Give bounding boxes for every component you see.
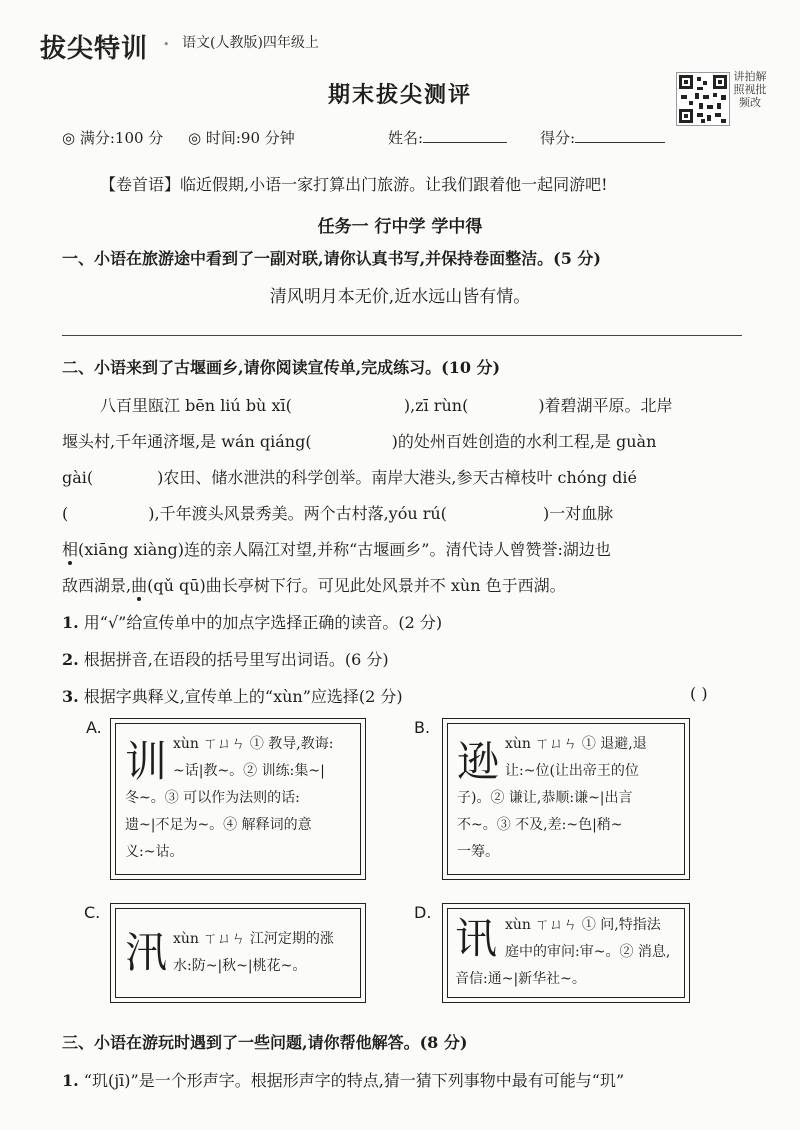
page-title: 期末拔尖测评 (327, 82, 472, 108)
passage-text: )一对血脉 (542, 504, 614, 523)
name-blank[interactable] (423, 128, 507, 143)
brand-logo: 拔尖特训 (40, 34, 149, 64)
passage-text: )农田、储水泄洪的科学创举。南岸大港头,参天古樟枝叶 chóng dié (157, 468, 637, 487)
question-text: “玑(jī)”是一个形声字。根据形声字的特点,猜一猜下列事物中最有可能与“玑” (83, 1071, 625, 1090)
passage-text: 堰头村,千年通济堰,是 wán qiáng( (62, 432, 312, 451)
passage-text: ),千年渡头风景秀美。两个古村落,yóu rú( (148, 504, 447, 523)
option-a-char: 训 (125, 737, 168, 786)
name-field[interactable] (388, 127, 507, 148)
passage-line-5 (62, 537, 752, 560)
passage-line-2 (62, 429, 752, 452)
question-number: 2. (62, 650, 79, 669)
option-d-char: 讯 (455, 914, 498, 963)
passage-text: ( (62, 504, 69, 523)
option-b-line: 子)。② 谦让,恭顺:谦~|出言 (457, 790, 633, 806)
option-a-first-line: xùn ㄒㄩㄣ ① 教导,教诲: (173, 736, 334, 752)
subject-label: 语文(人教版)四年级上 (182, 35, 319, 51)
option-d-line: 庭中的审问:审~。② 消息, (505, 944, 671, 960)
couplet-text: 清风明月本无价,近水远山皆有情。 (269, 287, 531, 307)
passage-text: gài( (62, 468, 94, 487)
passage-text: )着碧湖平原。北岸 (538, 396, 673, 415)
option-c-char: 汛 (125, 928, 168, 977)
question-number: 1. (62, 613, 79, 632)
option-a-card[interactable] (110, 718, 366, 880)
dotted-char: 曲 (131, 576, 148, 595)
passage-text: 敌西湖景, (62, 576, 132, 595)
passage-text: 八百里瓯江 bēn liú bù xī( (100, 396, 292, 415)
section-1-heading: 一、小语在旅游途中看到了一副对联,请你认真书写,并保持卷面整洁。(5 分) (62, 249, 601, 268)
qr-caption: 讲拍解照视批频改 (733, 70, 767, 109)
question-2-3 (62, 684, 403, 707)
question-text: 用“√”给宣传单中的加点字选择正确的读音。(2 分) (83, 613, 443, 632)
option-a-line: 冬~。③ 可以作为法则的话: (125, 790, 300, 806)
passage-text: ),zī rùn( (403, 396, 469, 415)
score-blank[interactable] (575, 128, 665, 143)
question-3-1 (62, 1068, 624, 1091)
option-b-card[interactable] (442, 718, 690, 880)
option-c-first-line: xùn ㄒㄩㄣ 江河定期的涨 (173, 931, 334, 947)
question-2-1 (62, 610, 442, 633)
option-a-line: ~话|教~。② 训练:集~| (173, 763, 325, 779)
passage-text: (qǔ qū)曲长亭树下行。可见此处风景并不 xùn 色于西湖。 (147, 576, 566, 595)
question-2-2 (62, 647, 389, 670)
option-c-label: C. (84, 903, 101, 922)
question-number: 3. (62, 687, 79, 706)
option-a-line: 义:~诂。 (125, 844, 184, 860)
option-a-label: A. (86, 718, 102, 737)
option-b-label: B. (414, 718, 431, 737)
option-a-line: 遗~|不足为~。④ 解释词的意 (125, 817, 312, 833)
option-c-card[interactable] (110, 903, 366, 1003)
separator-dot: • (163, 38, 170, 51)
section-3-heading: 三、小语在游玩时遇到了一些问题,请你帮他解答。(8 分) (62, 1033, 468, 1052)
task-heading: 任务一 行中学 学中得 (317, 217, 483, 237)
score-label: 得分: (540, 129, 576, 147)
option-b-line: 让:~位(让出帝王的位 (505, 763, 639, 779)
name-label: 姓名: (388, 129, 424, 147)
full-score: ◎ 满分:100 分 (62, 129, 164, 147)
passage-line-3 (62, 465, 752, 488)
option-d-first-line: xùn ㄒㄩㄣ ① 问,特指法 (505, 917, 661, 933)
answer-parentheses[interactable]: ( ) (690, 684, 708, 703)
option-d-line: 音信:通~|新华社~。 (455, 971, 586, 987)
option-d-label: D. (414, 903, 432, 922)
writing-line[interactable] (62, 335, 742, 336)
dotted-char: 相 (62, 540, 79, 559)
option-b-line: 一筹。 (457, 844, 499, 860)
passage-text: (xiāng xiàng)连的亲人隔江对望,并称“古堰画乡”。清代诗人曾赞誉:湖边也 (78, 540, 611, 559)
option-b-first-line: xùn ㄒㄩㄣ ① 退避,退 (505, 736, 647, 752)
question-number: 1. (62, 1071, 79, 1090)
option-d-card[interactable] (442, 903, 690, 1003)
question-text: 根据字典释义,宣传单上的“xùn”应选择(2 分) (83, 687, 403, 706)
option-b-char: 逊 (457, 737, 500, 786)
passage-text: )的处州百姓创造的水利工程,是 guàn (391, 432, 657, 451)
question-text: 根据拼音,在语段的括号里写出词语。(6 分) (83, 650, 389, 669)
passage-line-6 (62, 573, 752, 596)
passage-line-4 (62, 501, 752, 524)
option-b-line: 不~。③ 不及,差:~色|稍~ (457, 817, 623, 833)
section-2-heading: 二、小语来到了古堰画乡,请你阅读宣传单,完成练习。(10 分) (62, 358, 501, 377)
intro-text: 【卷首语】临近假期,小语一家打算出门旅游。让我们跟着他一起同游吧! (100, 175, 608, 194)
passage-line-1 (100, 393, 790, 416)
option-c-line: 水:防~|秋~|桃花~。 (173, 958, 307, 974)
time-limit: ◎ 时间:90 分钟 (188, 129, 295, 147)
score-field[interactable] (540, 127, 665, 148)
